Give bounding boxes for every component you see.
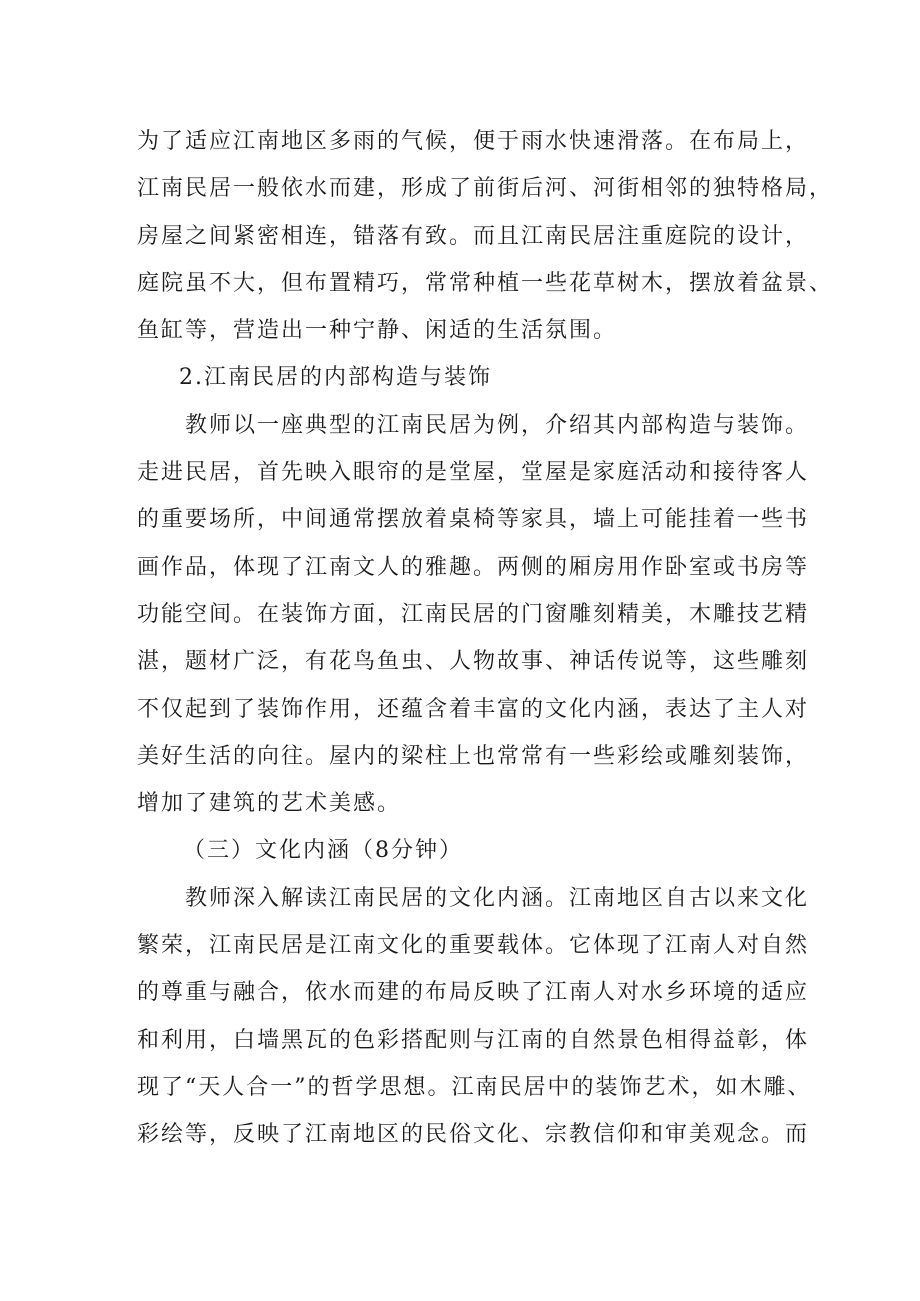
text-line: 湛，题材广泛，有花鸟鱼虫、人物故事、神话传说等，这些雕刻 — [137, 649, 810, 675]
text-line: 为了适应江南地区多雨的气候，便于雨水快速滑落。在布局上， — [137, 129, 810, 154]
text-line: 庭院虽不大，但布置精巧，常常种植一些花草树木，摆放着盆景、 — [137, 270, 834, 296]
text-line: 鱼缸等，营造出一种宁静、闲适的生活氛围。 — [137, 318, 618, 344]
document-body — [137, 118, 834, 1159]
text-line: 教师以一座典型的江南民居为例，介绍其内部构造与装饰。 — [185, 412, 810, 438]
paragraph-cultural-meaning — [137, 875, 812, 1159]
text-line: 房屋之间紧密相连，错落有致。而且江南民居注重庭院的设计， — [137, 223, 810, 249]
section-heading-culture: （三）文化内涵（8分钟） — [183, 838, 463, 864]
text-line: 不仅起到了装饰作用，还蕴含着丰富的文化内涵，表达了主人对 — [137, 696, 810, 722]
text-line: 和利用，白墙黑瓦的色彩搭配则与江南的自然景色相得益彰，体 — [137, 1027, 810, 1053]
text-line: 的重要场所，中间通常摆放着桌椅等家具，墙上可能挂着一些书 — [137, 507, 810, 533]
text-line: 彩绘等，反映了江南地区的民俗文化、宗教信仰和审美观念。而 — [137, 1122, 810, 1148]
text-line: 画作品，体现了江南文人的雅趣。两侧的厢房用作卧室或书房等 — [137, 554, 810, 580]
text-line: 教师深入解读江南民居的文化内涵。江南地区自古以来文化 — [185, 885, 810, 911]
section-heading-interior: 2.江南民居的内部构造与装饰 — [179, 365, 492, 391]
text-line: 增加了建筑的艺术美感。 — [137, 791, 402, 817]
text-line: 走进民居，首先映入眼帘的是堂屋，堂屋是家庭活动和接待客人 — [137, 460, 810, 486]
paragraph-housing-layout — [137, 118, 834, 354]
text-line: 繁荣，江南民居是江南文化的重要载体。它体现了江南人对自然 — [137, 933, 810, 959]
text-line: 美好生活的向往。屋内的梁柱上也常常有一些彩绘或雕刻装饰， — [137, 743, 810, 769]
text-line: 现了“天人合一”的哲学思想。江南民居中的装饰艺术，如木雕、 — [137, 1074, 812, 1100]
paragraph-interior-decoration — [137, 402, 809, 828]
text-line: 江南民居一般依水而建，形成了前街后河、河街相邻的独特格局， — [137, 176, 834, 202]
text-line: 功能空间。在装饰方面，江南民居的门窗雕刻精美，木雕技艺精 — [137, 601, 810, 627]
text-line: 的尊重与融合，依水而建的布局反映了江南人对水乡环境的适应 — [137, 980, 810, 1006]
